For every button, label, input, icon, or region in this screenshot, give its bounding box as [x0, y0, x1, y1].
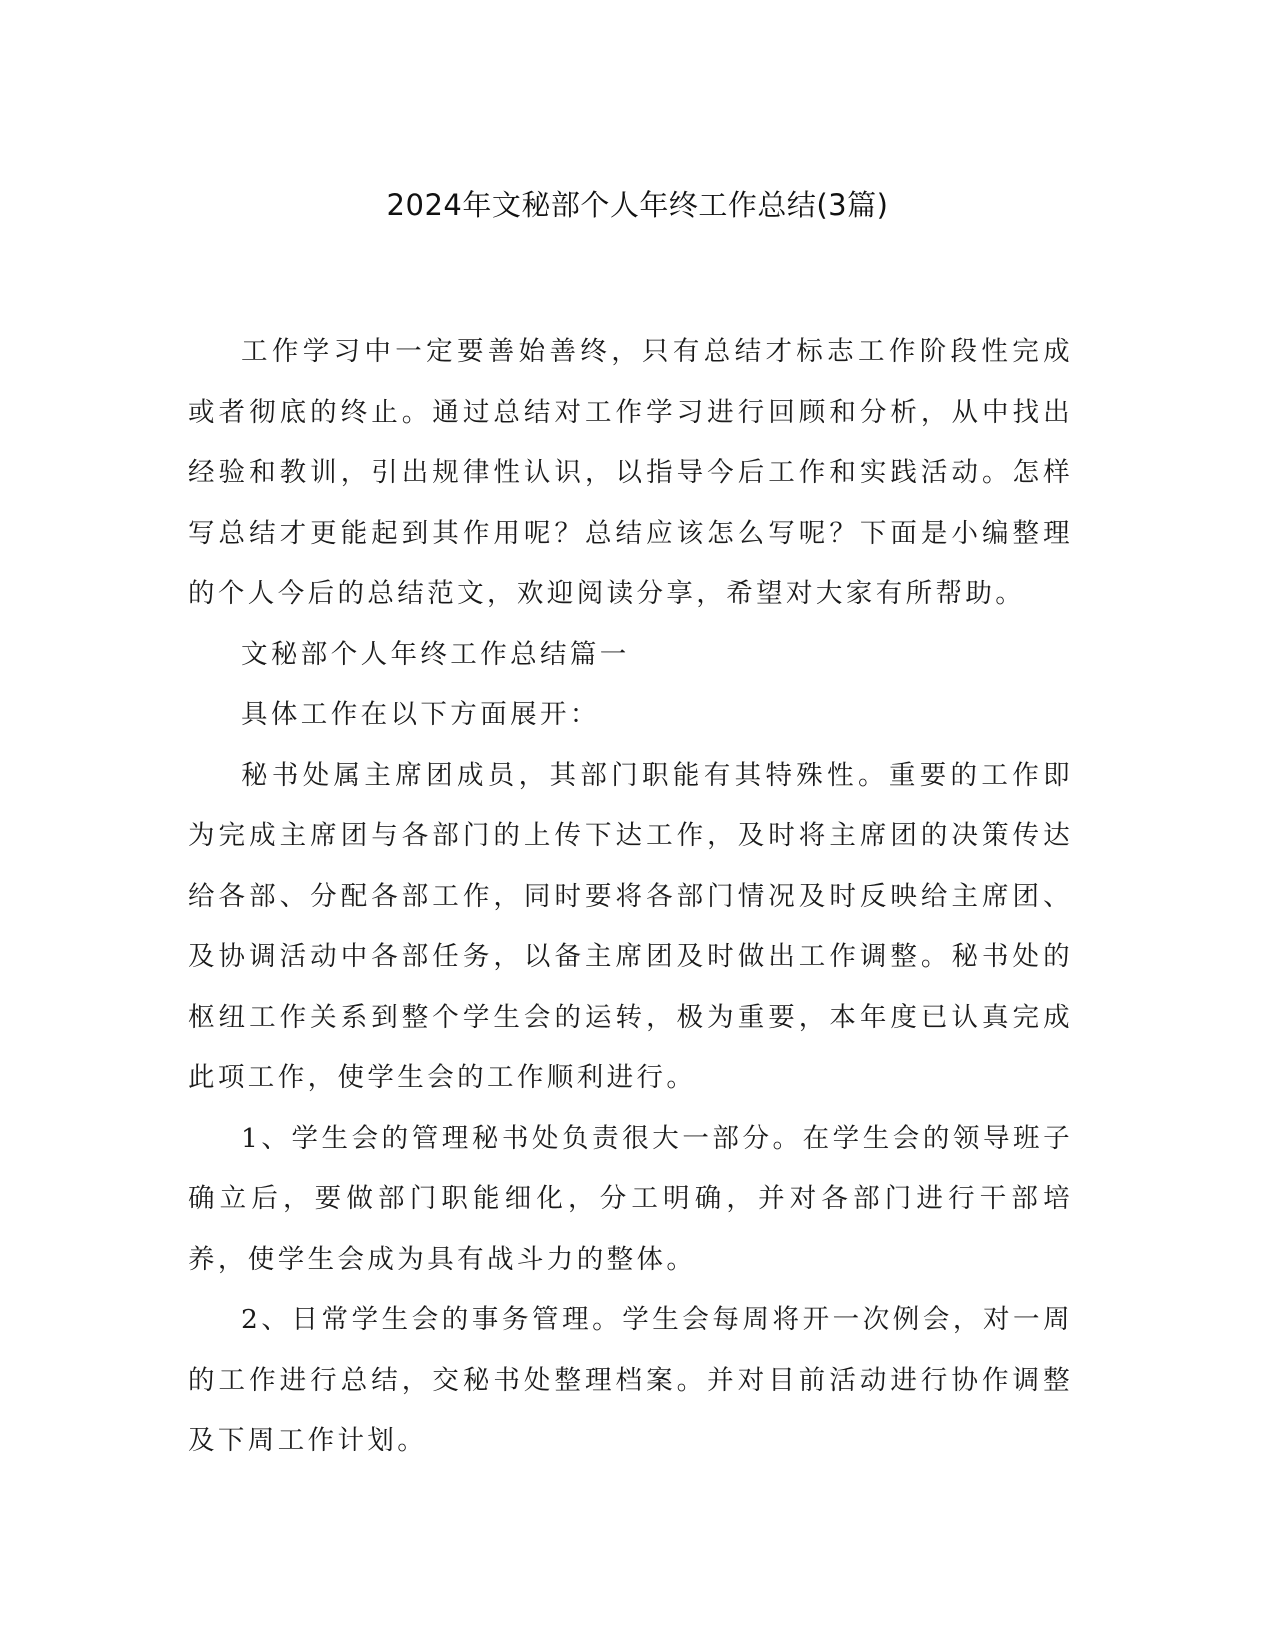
document-title: 2024年文秘部个人年终工作总结(3篇)	[386, 188, 889, 222]
list-item-1: 1、学生会的管理秘书处负责很大一部分。在学生会的领导班子确立后，要做部门职能细化，分工明确，并对各部门进行干部培养，使学生会成为具有战斗力的整体。	[188, 1122, 1073, 1275]
section-heading: 文秘部个人年终工作总结篇一	[241, 638, 630, 670]
intro-paragraph: 工作学习中一定要善始善终，只有总结才标志工作阶段性完成或者彻底的终止。通过总结对工作学习进行回顾和分析，从中找出经验和教训，引出规律性认识，以指导今后工作和实践活动。怎样写总结才更能起到其作用呢？总结应该怎么写呢？下面是小编整理的个人今后的总结范文，欢迎阅读分享，希望对大家有所帮助。	[188, 336, 1073, 609]
list-item-2: 2、日常学生会的事务管理。学生会每周将开一次例会，对一周的工作进行总结，交秘书处整理档案。并对目前活动进行协作调整及下周工作计划。	[188, 1304, 1073, 1456]
body-paragraph: 秘书处属主席团成员，其部门职能有其特殊性。重要的工作即为完成主席团与各部门的上传下达工作，及时将主席团的决策传达给各部、分配各部工作，同时要将各部门情况及时反映给主席团、及协调活动中各部任务，以备主席团及时做出工作调整。秘书处的枢纽工作关系到整个学生会的运转，极为重要，本年度已认真完成此项工作，使学生会的工作顺利进行。	[188, 759, 1073, 1093]
document-body	[188, 322, 1073, 1472]
section-lead: 具体工作在以下方面展开：	[241, 699, 600, 730]
